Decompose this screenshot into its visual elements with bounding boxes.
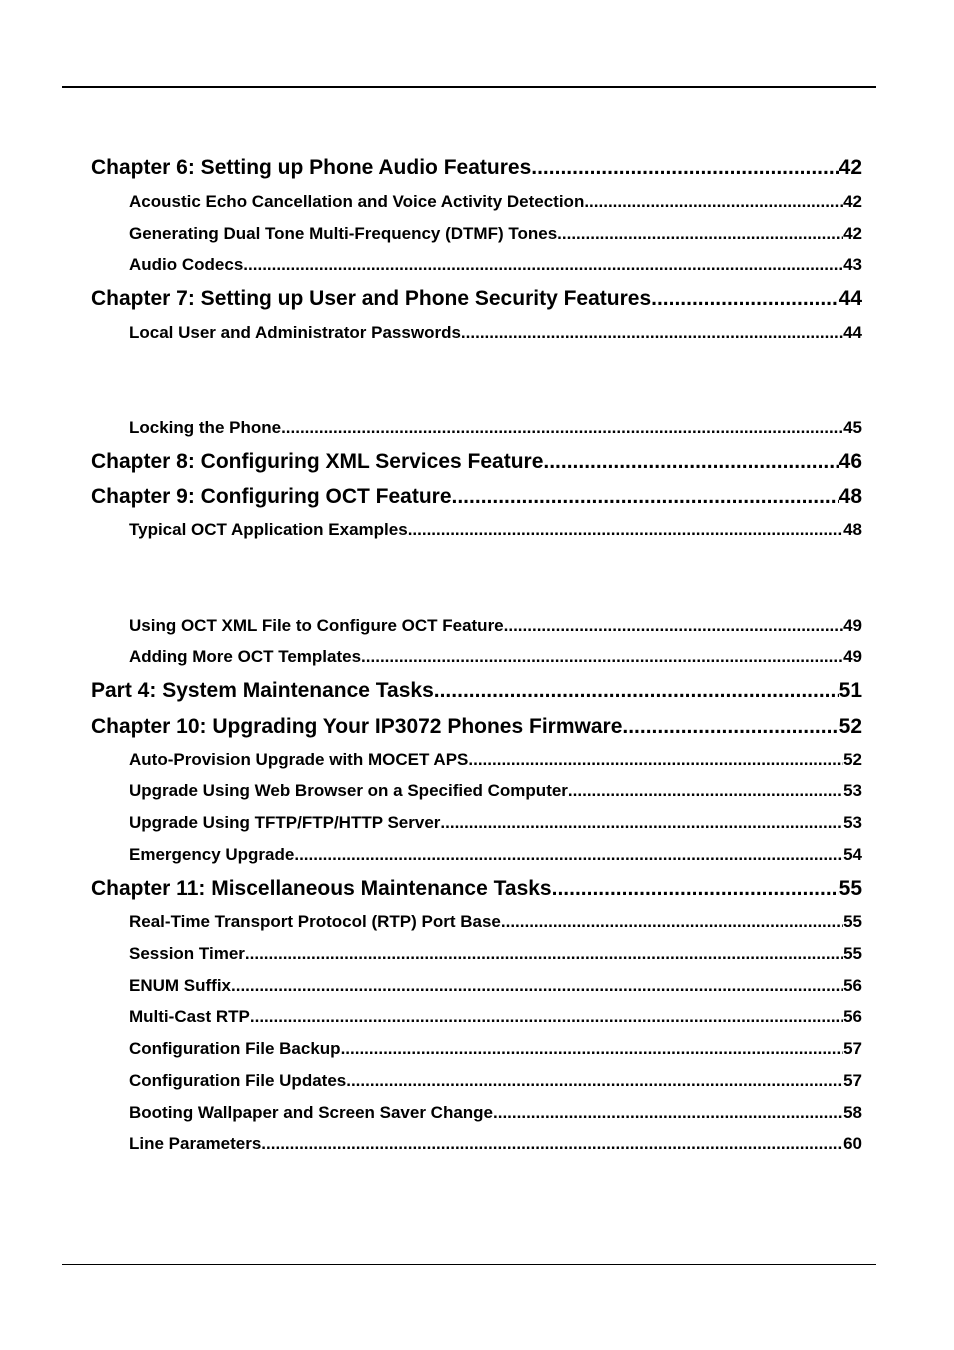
toc-page-number: 44 [843, 323, 862, 342]
toc-dot-leader [341, 1037, 844, 1061]
toc-dot-leader [493, 1101, 843, 1125]
toc-page-number: 51 [838, 679, 862, 702]
footer-rule [62, 1264, 876, 1265]
toc-section-entry[interactable] [129, 1132, 862, 1156]
toc-section-entry[interactable] [129, 811, 862, 835]
toc-section-entry[interactable] [129, 1037, 862, 1061]
toc-chapter-entry[interactable] [91, 285, 862, 313]
toc-page-number: 44 [838, 287, 862, 310]
toc-entry-title: Local User and Administrator Passwords [129, 323, 461, 342]
toc-entry-title: Typical OCT Application Examples [129, 520, 408, 539]
toc-chapter-entry[interactable] [91, 154, 862, 182]
toc-page-number: 42 [843, 224, 862, 243]
toc-page-number: 53 [843, 781, 862, 800]
toc-entry-title: Real-Time Transport Protocol (RTP) Port Base [129, 912, 501, 931]
toc-dot-leader [440, 811, 843, 835]
toc-dot-leader [461, 321, 843, 345]
toc-page-number: 60 [843, 1134, 862, 1153]
toc-page-number: 48 [838, 485, 862, 508]
toc-chapter-entry[interactable] [91, 875, 862, 903]
toc-entry-title: Chapter 8: Configuring XML Services Feature [91, 450, 544, 473]
toc-page-number: 43 [843, 255, 862, 274]
toc-dot-leader [346, 1069, 843, 1093]
toc-section-entry[interactable] [129, 942, 862, 966]
toc-entry-title: Chapter 10: Upgrading Your IP3072 Phones Firmware [91, 715, 623, 738]
toc-page-number: 57 [843, 1071, 862, 1090]
toc-dot-leader [434, 677, 839, 705]
toc-entry-title: Chapter 7: Setting up User and Phone Security Features [91, 287, 652, 310]
toc-section-entry[interactable] [129, 190, 862, 214]
toc-chapter-entry[interactable] [91, 448, 862, 476]
toc-page-number: 55 [843, 912, 862, 931]
toc-section-entry[interactable] [129, 253, 862, 277]
toc-section-entry[interactable] [129, 1005, 862, 1029]
toc-dot-leader [361, 645, 843, 669]
toc-page-number: 54 [843, 845, 862, 864]
toc-section-entry[interactable] [129, 416, 862, 440]
toc-entry-title: Audio Codecs [129, 255, 244, 274]
toc-section-entry[interactable] [129, 779, 862, 803]
toc-dot-leader [543, 448, 838, 476]
toc-dot-leader [651, 285, 839, 313]
toc-page-number: 52 [838, 715, 862, 738]
toc-dot-leader [557, 222, 843, 246]
toc-dot-leader [250, 1005, 843, 1029]
toc-section-entry[interactable] [129, 748, 862, 772]
toc-dot-leader [584, 190, 843, 214]
toc-dot-leader [501, 910, 843, 934]
toc-chapter-entry[interactable] [91, 713, 862, 741]
toc-dot-leader [243, 253, 843, 277]
toc-dot-leader [408, 518, 843, 542]
toc-page-number: 49 [843, 616, 862, 635]
toc-entry-title: Multi-Cast RTP [129, 1007, 250, 1026]
toc-dot-leader [622, 713, 838, 741]
toc-dot-leader [452, 483, 839, 511]
toc-page-number: 48 [843, 520, 862, 539]
toc-entry-title: Session Timer [129, 944, 245, 963]
toc-section-entry[interactable] [129, 910, 862, 934]
toc-page-number: 45 [843, 418, 862, 437]
toc-entry-title: Emergency Upgrade [129, 845, 295, 864]
toc-dot-leader [245, 942, 843, 966]
toc-dot-leader [568, 779, 843, 803]
toc-section-entry[interactable] [129, 645, 862, 669]
toc-part-entry[interactable] [91, 677, 862, 705]
toc-page-number: 52 [843, 750, 862, 769]
toc-page-number: 49 [843, 647, 862, 666]
toc-entry-title: Configuration File Updates [129, 1071, 347, 1090]
toc-entry-title: Locking the Phone [129, 418, 282, 437]
toc-entry-title: ENUM Suffix [129, 976, 231, 995]
toc-entry-title: Chapter 11: Miscellaneous Maintenance Tasks [91, 877, 552, 900]
toc-page-number: 56 [843, 1007, 862, 1026]
toc-section-entry[interactable] [129, 614, 862, 638]
toc-page-number: 55 [838, 877, 862, 900]
toc-section-entry[interactable] [129, 321, 862, 345]
toc-entry-title: Generating Dual Tone Multi-Frequency (DTMF) Tones [129, 224, 558, 243]
toc-page-number: 53 [843, 813, 862, 832]
toc-entry-title: Adding More OCT Templates [129, 647, 362, 666]
header-rule [62, 86, 876, 88]
toc-entry-title: Chapter 9: Configuring OCT Feature [91, 485, 452, 508]
toc-dot-leader [261, 1132, 843, 1156]
toc-section-entry[interactable] [129, 974, 862, 998]
toc-page-number: 57 [843, 1039, 862, 1058]
toc-page-number: 55 [843, 944, 862, 963]
toc-dot-leader [552, 875, 839, 903]
toc-entry-title: Upgrade Using Web Browser on a Specified Computer [129, 781, 568, 800]
toc-section-entry[interactable] [129, 1101, 862, 1125]
toc-entry-title: Chapter 6: Setting up Phone Audio Features [91, 156, 532, 179]
toc-dot-leader [294, 843, 843, 867]
toc-entry-title: Line Parameters [129, 1134, 262, 1153]
toc-dot-leader [281, 416, 843, 440]
toc-chapter-entry[interactable] [91, 483, 862, 511]
toc-entry-title: Booting Wallpaper and Screen Saver Change [129, 1103, 494, 1122]
toc-dot-leader [468, 748, 843, 772]
toc-entry-title: Configuration File Backup [129, 1039, 341, 1058]
toc-section-entry[interactable] [129, 1069, 862, 1093]
toc-page-number: 46 [838, 450, 862, 473]
toc-dot-leader [231, 974, 843, 998]
toc-dot-leader [504, 614, 843, 638]
toc-entry-title: Auto-Provision Upgrade with MOCET APS [129, 750, 469, 769]
toc-page-number: 58 [843, 1103, 862, 1122]
toc-page-number: 56 [843, 976, 862, 995]
toc-dot-leader [531, 154, 838, 182]
toc-section-entry[interactable] [129, 222, 862, 246]
toc-entry-title: Part 4: System Maintenance Tasks [91, 679, 434, 702]
toc-entry-title: Upgrade Using TFTP/FTP/HTTP Server [129, 813, 441, 832]
toc-section-entry[interactable] [129, 518, 862, 542]
toc-entry-title: Using OCT XML File to Configure OCT Feature [129, 616, 504, 635]
toc-section-entry[interactable] [129, 843, 862, 867]
toc-page-number: 42 [838, 156, 862, 179]
toc-entry-title: Acoustic Echo Cancellation and Voice Activity Detection [129, 192, 585, 211]
toc-page-number: 42 [843, 192, 862, 211]
